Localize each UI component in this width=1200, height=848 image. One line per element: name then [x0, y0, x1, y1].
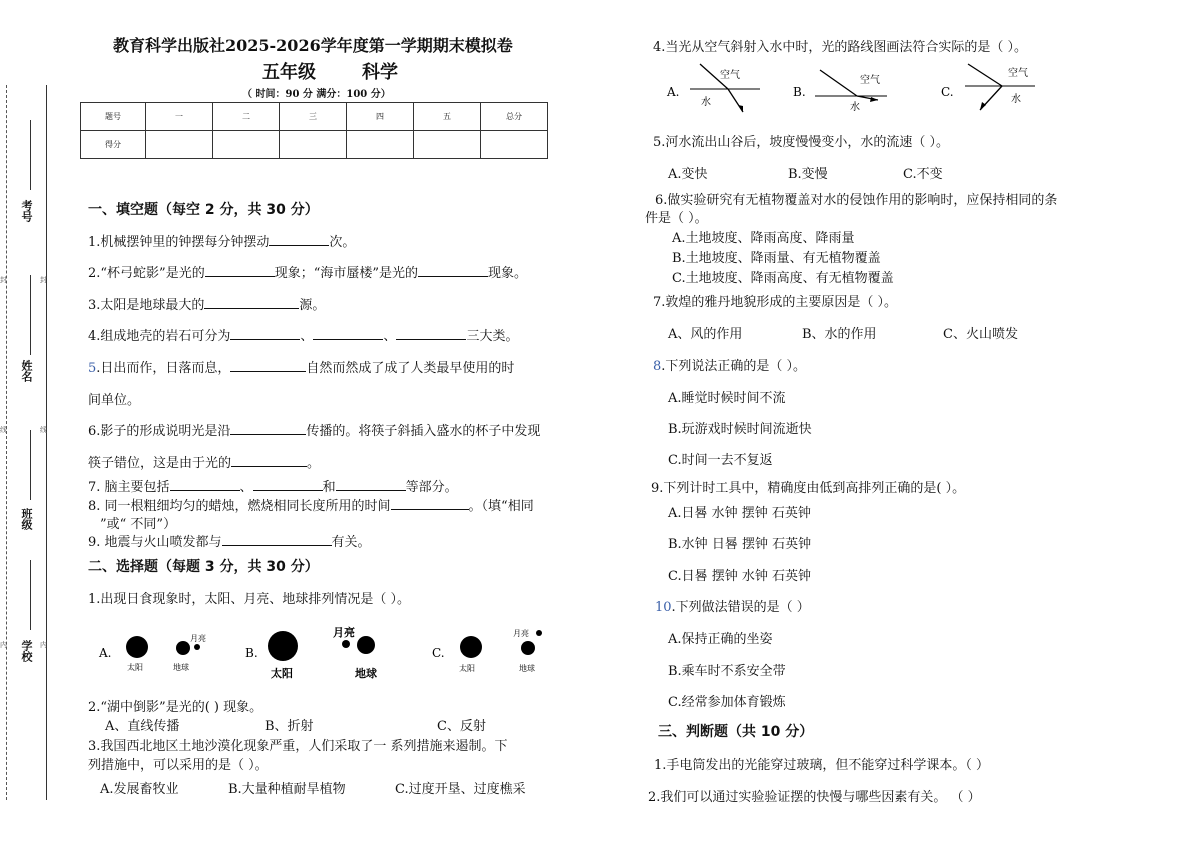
s1-q5-line2: 间单位。 — [88, 393, 141, 408]
refraction-option-b-label: B. — [793, 85, 806, 99]
line-mark-1: 线 — [0, 426, 7, 434]
s1-q4-text: 、 — [383, 329, 397, 344]
s2-q5-option-c[interactable]: C.不变 — [903, 167, 943, 182]
s2-q7-option-b[interactable]: B、水的作用 — [802, 327, 877, 342]
s2-q10-option-a[interactable]: A.保持正确的坐姿 — [668, 632, 773, 647]
moon-c — [536, 630, 542, 636]
s1-q9 — [88, 531, 371, 550]
s2-q1: 1.出现日食现象时，太阳、月亮、地球排列情况是（ ）。 — [88, 592, 411, 607]
answer-blank[interactable] — [205, 262, 275, 277]
moon-c-label: 月亮 — [513, 629, 529, 638]
sun-c — [460, 636, 482, 658]
table-cell: 四 — [347, 103, 414, 131]
s1-q7-text: 、 — [239, 480, 253, 495]
seal-mark-1: 封 — [0, 276, 7, 284]
s2-q10-option-c[interactable]: C.经常参加体育锻炼 — [668, 695, 786, 710]
s3-q2: 2.我们可以通过实验验证摆的快慢与哪些因素有关。 （ ） — [648, 790, 981, 805]
refraction-option-a-label: A. — [667, 85, 680, 99]
arrow-c — [980, 102, 986, 110]
table-cell: 得分 — [81, 131, 146, 159]
table-cell: 一 — [146, 103, 213, 131]
earth-c — [521, 641, 535, 655]
s1-q3-text: 3.太阳是地球最大的 — [88, 298, 205, 313]
s2-q8-text: .下列说法正确的是（ ）。 — [661, 359, 807, 374]
answer-blank[interactable] — [231, 452, 307, 467]
earth-a-label: 地球 — [173, 663, 189, 672]
score-input-cell[interactable] — [481, 131, 548, 159]
sun-b-label: 太阳 — [271, 667, 293, 680]
s2-q5: 5.河水流出山谷后，坡度慢慢变小，水的流速（ ）。 — [653, 135, 950, 150]
line-mark-2: 线 — [40, 426, 47, 434]
s1-q5-text: 自然而然成了成了人类最早使用的时 — [306, 361, 515, 376]
score-input-cell[interactable] — [280, 131, 347, 159]
eclipse-option-c-label: C. — [432, 646, 445, 660]
eclipse-option-b-label: B. — [245, 646, 258, 660]
answer-blank[interactable] — [313, 325, 383, 340]
refraction-option-c-label: C. — [941, 85, 954, 99]
s1-q6-text: 6.影子的形成说明光是沿 — [88, 424, 231, 439]
binding-solid-line — [46, 85, 47, 800]
s1-q8-text: 8. 同一根粗细均匀的蜡烛，燃烧相同长度所用的时间 — [88, 499, 391, 514]
s2-q6-line2: 件是（ ）。 — [645, 211, 708, 226]
s2-q6-option-c[interactable]: C.土地坡度、降雨高度、有无植物覆盖 — [672, 271, 894, 286]
answer-blank[interactable] — [204, 294, 299, 309]
s1-q4-text: 三大类。 — [466, 329, 519, 344]
table-cell: 总分 — [481, 103, 548, 131]
s1-q4-text: 、 — [300, 329, 314, 344]
s2-q10-number: 10 — [655, 600, 672, 615]
answer-blank[interactable] — [170, 476, 240, 491]
score-input-cell[interactable] — [414, 131, 481, 159]
school-line — [30, 560, 31, 630]
s2-q8 — [653, 355, 806, 374]
s1-q2-text: 2.“杯弓蛇影”是光的 — [88, 266, 205, 281]
grade-label: 五年级 — [262, 62, 316, 83]
s2-q8-number: 8 — [653, 359, 662, 374]
name-line — [30, 275, 31, 355]
s1-q9-text: 有关。 — [331, 535, 371, 550]
earth-b-label: 地球 — [355, 667, 377, 680]
s2-q4: 4.当光从空气斜射入水中时，光的路线图画法符合实际的是（ ）。 — [653, 40, 1028, 55]
s1-q7-text: 和 — [322, 480, 336, 495]
water-c-label: 水 — [1011, 94, 1021, 105]
s1-q4-text: 4.组成地壳的岩石可分为 — [88, 329, 231, 344]
s1-q8-line2: ”或“ 不同”） — [100, 517, 177, 532]
s2-q2-option-b[interactable]: B、折射 — [265, 719, 314, 734]
s2-q10-text: .下列做法错误的是（ ） — [671, 600, 810, 615]
score-table-score-row — [81, 131, 548, 159]
s1-q6-text: 筷子错位，这是由于光的 — [88, 456, 232, 471]
s2-q6-option-a[interactable]: A.土地坡度、降雨高度、降雨量 — [672, 231, 855, 246]
s2-q9-option-b[interactable]: B.水钟 日晷 摆钟 石英钟 — [668, 537, 812, 552]
water-a-label: 水 — [701, 97, 711, 108]
inner-mark-2: 内 — [40, 641, 47, 649]
answer-blank[interactable] — [336, 476, 406, 491]
s2-q3-option-b[interactable]: B.大量种植耐旱植物 — [228, 782, 346, 797]
school-label: 学校 — [20, 640, 33, 662]
s1-q5-number: 5 — [88, 361, 97, 376]
s2-q6-option-b[interactable]: B.土地坡度、降雨量、有无植物覆盖 — [672, 251, 881, 266]
s1-q1-text: 次。 — [329, 235, 356, 250]
arrow-b — [870, 97, 878, 102]
sun-a-label: 太阳 — [127, 663, 143, 672]
answer-blank[interactable] — [253, 476, 323, 491]
s1-q6-text: 。 — [307, 456, 321, 471]
class-line — [30, 430, 31, 500]
s2-q3: 3.我国西北地区土地沙漠化现象严重，人们采取了一 系列措施来遏制。下 — [88, 739, 508, 754]
earth-a — [176, 641, 190, 655]
s1-q8-text: 。（填“相同 — [468, 499, 534, 514]
s1-q4 — [88, 325, 518, 344]
s2-q9-option-a[interactable]: A.日晷 水钟 摆钟 石英钟 — [668, 506, 811, 521]
table-cell: 五 — [414, 103, 481, 131]
s2-q5-option-a[interactable]: A.变快 — [668, 167, 708, 182]
s2-q3-option-c[interactable]: C.过度开垦、过度樵采 — [395, 782, 526, 797]
air-b-label: 空气 — [860, 75, 880, 86]
s2-q7: 7.敦煌的雅丹地貌形成的主要原因是（ ）。 — [653, 295, 898, 310]
name-label: 姓名 — [20, 360, 33, 382]
s1-q2-text: 现象。 — [488, 266, 528, 281]
s2-q7-option-c[interactable]: C、火山喷发 — [943, 327, 1018, 342]
sun-a — [126, 636, 148, 658]
s2-q8-option-b[interactable]: B.玩游戏时候时间流逝快 — [668, 422, 812, 437]
inner-mark-1: 内 — [0, 641, 7, 649]
earth-c-label: 地球 — [519, 664, 535, 673]
score-table-header-row — [81, 103, 548, 131]
s2-q3-line2: 列措施中，可以采用的是（ ）。 — [88, 758, 268, 773]
section2-title: 二、选择题（每题 3 分，共 30 分） — [88, 559, 319, 575]
s2-q6: 6.做实验研究有无植物覆盖对水的侵蚀作用的影响时，应保持相同的条 — [655, 193, 1058, 208]
score-input-cell[interactable] — [213, 131, 280, 159]
subject-label: 科学 — [362, 62, 398, 83]
table-cell: 题号 — [81, 103, 146, 131]
s1-q7-text: 等部分。 — [405, 480, 458, 495]
class-label: 班级 — [20, 508, 33, 530]
s1-q8 — [88, 495, 534, 514]
s1-q7-text: 7. 脑主要包括 — [88, 480, 170, 495]
table-cell: 二 — [213, 103, 280, 131]
seal-mark-2: 封 — [40, 276, 47, 284]
s1-q7 — [88, 476, 458, 495]
moon-a-label: 月亮 — [190, 634, 206, 643]
exam-no-line — [30, 120, 31, 190]
incident-ray-b — [820, 70, 857, 96]
s2-q2: 2.“湖中倒影”是光的( ) 现象。 — [88, 700, 263, 715]
answer-blank[interactable] — [230, 420, 306, 435]
score-input-cell[interactable] — [347, 131, 414, 159]
s1-q5-text: .日出而作，日落而息， — [96, 361, 231, 376]
air-a-label: 空气 — [720, 70, 740, 81]
s1-q6-text: 传播的。将筷子斜插入盛水的杯子中发现 — [306, 424, 541, 439]
moon-b — [342, 640, 350, 648]
exam-meta: （ 时间：90 分 满分：100 分） — [242, 89, 391, 100]
s1-q5 — [88, 357, 514, 376]
score-input-cell[interactable] — [146, 131, 213, 159]
answer-blank[interactable] — [222, 531, 332, 546]
eclipse-option-a-label: A. — [99, 646, 112, 660]
s1-q6-line2 — [88, 452, 320, 471]
answer-blank[interactable] — [269, 231, 329, 246]
s2-q2-option-a[interactable]: A、直线传播 — [105, 719, 180, 734]
section1-title: 一、填空题（每空 2 分，共 30 分） — [88, 202, 319, 218]
moon-a — [194, 644, 200, 650]
s2-q5-option-b[interactable]: B.变慢 — [788, 167, 828, 182]
s2-q8-option-c[interactable]: C.时间一去不复返 — [668, 453, 773, 468]
s2-q2-option-c[interactable]: C、反射 — [437, 719, 486, 734]
incident-ray-c — [968, 64, 1002, 86]
moon-b-label: 月亮 — [333, 626, 355, 639]
s1-q1-text: 1.机械摆钟里的钟摆每分钟摆动 — [88, 235, 270, 250]
s1-q3 — [88, 294, 325, 313]
s2-q8-option-a[interactable]: A.睡觉时候时间不流 — [668, 391, 786, 406]
s1-q3-text: 源。 — [299, 298, 326, 313]
sun-c-label: 太阳 — [459, 664, 475, 673]
air-c-label: 空气 — [1008, 68, 1028, 79]
table-cell: 三 — [280, 103, 347, 131]
answer-blank[interactable] — [230, 357, 306, 372]
s2-q7-option-a[interactable]: A、风的作用 — [668, 327, 743, 342]
score-table — [80, 102, 548, 159]
answer-blank[interactable] — [396, 325, 466, 340]
s1-q9-text: 9. 地震与火山喷发都与 — [88, 535, 222, 550]
sun-b — [268, 631, 298, 661]
exam-title: 教育科学出版社2025-2026学年度第一学期期末模拟卷 — [113, 36, 513, 55]
exam-no-label: 考号 — [20, 200, 33, 222]
s3-q1: 1.手电筒发出的光能穿过玻璃，但不能穿过科学课本。（ ） — [654, 758, 990, 773]
answer-blank[interactable] — [418, 262, 488, 277]
s2-q10-option-b[interactable]: B.乘车时不系安全带 — [668, 664, 786, 679]
refraction-diagram — [665, 58, 1045, 118]
s1-q1 — [88, 231, 355, 250]
s2-q10 — [655, 596, 810, 615]
water-b-label: 水 — [850, 102, 860, 113]
s1-q2-text: 现象；“海市蜃楼”是光的 — [274, 266, 418, 281]
s1-q6 — [88, 420, 540, 439]
s2-q9-option-c[interactable]: C.日晷 摆钟 水钟 石英钟 — [668, 569, 812, 584]
section3-title: 三、判断题（共 10 分） — [658, 724, 814, 740]
eclipse-diagram — [95, 620, 555, 690]
s2-q9: 9.下列计时工具中，精确度由低到高排列正确的是( ）。 — [651, 481, 966, 496]
binding-dash-line-outer — [6, 85, 7, 800]
earth-b — [357, 636, 375, 654]
s1-q2 — [88, 262, 527, 281]
s2-q3-option-a[interactable]: A.发展畜牧业 — [100, 782, 179, 797]
answer-blank[interactable] — [230, 325, 300, 340]
answer-blank[interactable] — [391, 495, 469, 510]
